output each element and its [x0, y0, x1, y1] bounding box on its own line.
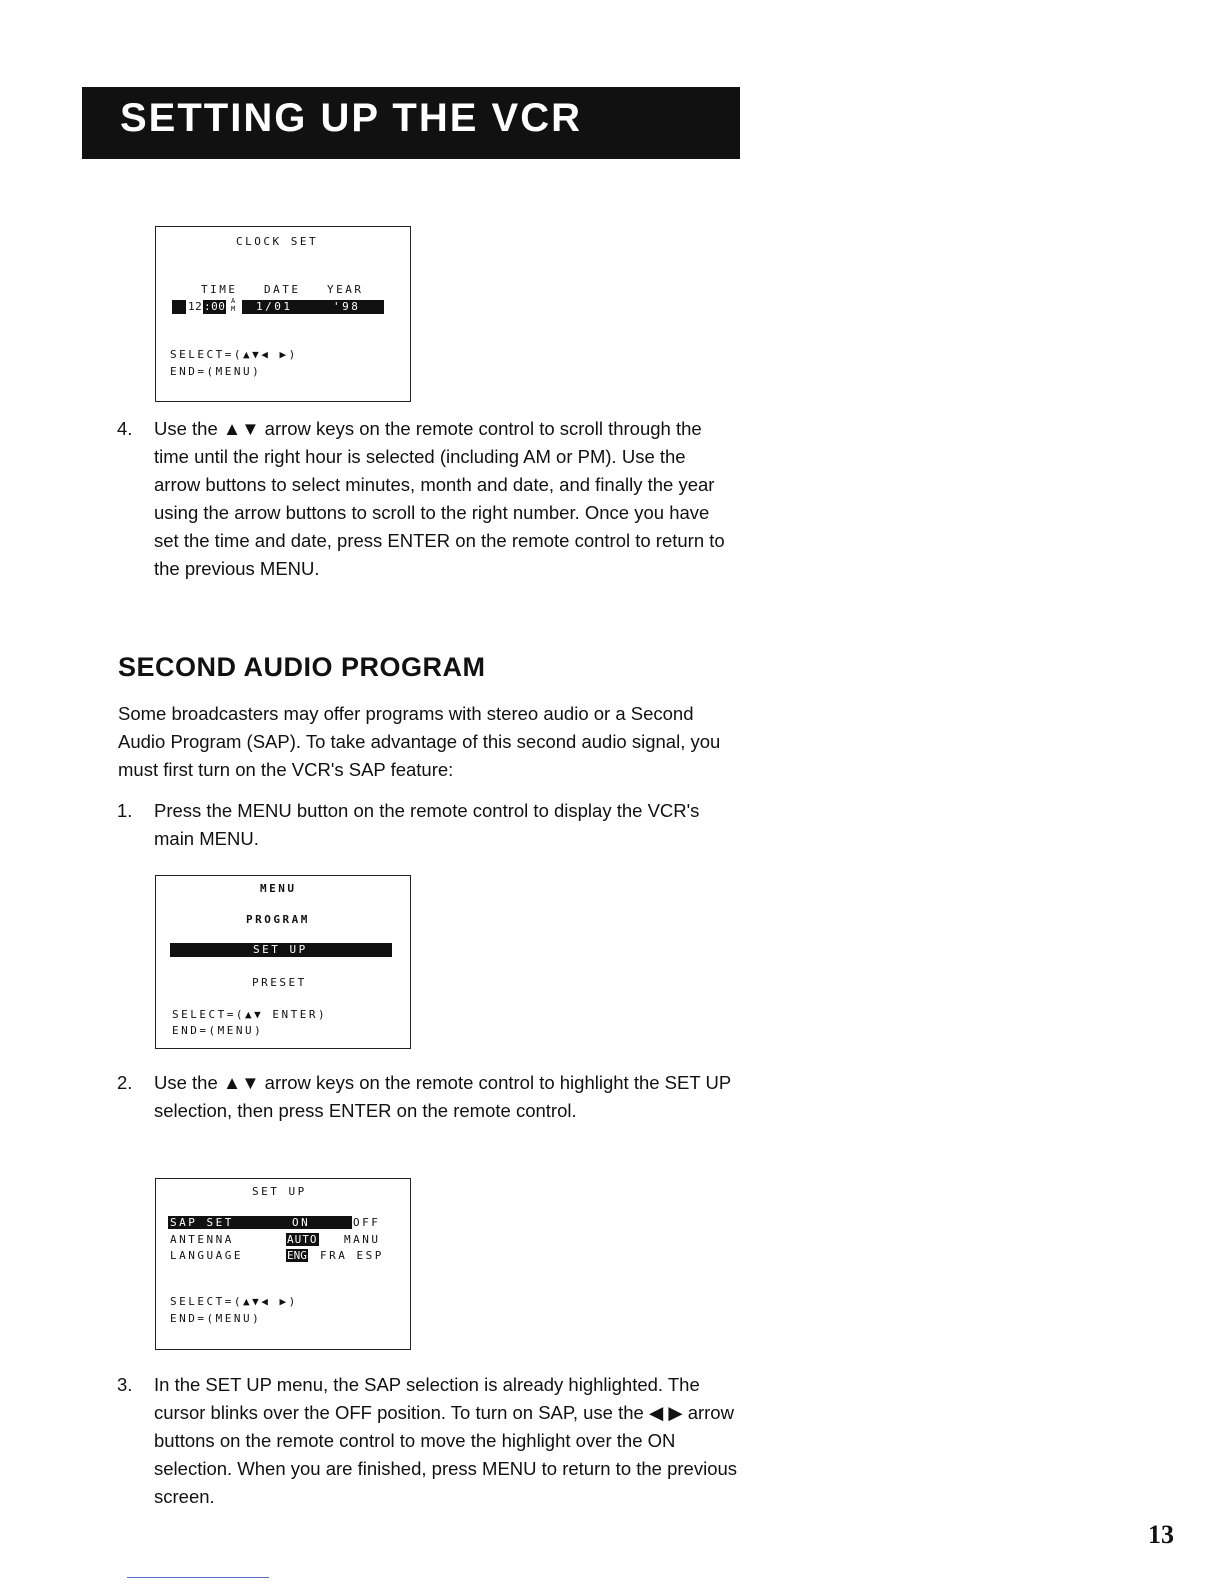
- osd-select-hint: SELECT=(▲▼ ENTER): [172, 1008, 328, 1021]
- osd-end-hint: END=(MENU): [170, 365, 262, 378]
- col-time-label: TIME: [201, 283, 238, 296]
- antenna-label: ANTENNA: [170, 1233, 234, 1246]
- sap-off-option[interactable]: OFF: [353, 1216, 381, 1229]
- page-title: SETTING UP THE VCR: [120, 96, 582, 140]
- step-number: 2.: [117, 1072, 133, 1093]
- setup-menu-screen: [155, 1178, 411, 1350]
- osd-title: MENU: [260, 882, 297, 895]
- ampm-value: A M: [231, 297, 236, 313]
- step-number: 3.: [117, 1374, 133, 1395]
- step-number: 4.: [117, 418, 133, 439]
- sap-on-option[interactable]: ON: [292, 1216, 311, 1229]
- osd-select-hint: SELECT=(▲▼◀ ▶): [170, 1295, 298, 1308]
- osd-end-hint: END=(MENU): [170, 1312, 262, 1325]
- section-heading: SECOND AUDIO PROGRAM: [118, 652, 486, 682]
- date-value: 1/01: [256, 300, 293, 313]
- language-other-options[interactable]: FRA ESP: [320, 1249, 384, 1262]
- antenna-manu-option[interactable]: MANU: [344, 1233, 381, 1246]
- page-number: 13: [1148, 1520, 1174, 1549]
- osd-title: SET UP: [252, 1185, 307, 1198]
- hour-value: 12: [188, 300, 203, 313]
- language-label: LANGUAGE: [170, 1249, 243, 1262]
- footer-rule: [127, 1577, 269, 1578]
- main-menu-screen: [155, 875, 411, 1049]
- minutes-value: :00: [204, 300, 226, 313]
- osd-end-hint: END=(MENU): [172, 1024, 264, 1037]
- step-text: Press the MENU button on the remote control to display the VCR's main MENU.: [154, 800, 700, 849]
- osd-select-hint: SELECT=(▲▼◀ ▶): [170, 348, 298, 361]
- step-text: Use the ▲▼ arrow keys on the remote control to highlight the SET UP selection, then press ENTER on the remote control.: [154, 1072, 731, 1121]
- col-date-label: DATE: [264, 283, 301, 296]
- col-year-label: YEAR: [327, 283, 364, 296]
- clock-set-screen: [155, 226, 411, 402]
- menu-item-preset: PRESET: [252, 976, 307, 989]
- section-intro: Some broadcasters may offer programs with stereo audio or a Second Audio Program (SAP). To take advantage of this second audio signal, you must first turn on the VCR's SAP feature:: [118, 703, 721, 780]
- step-text: In the SET UP menu, the SAP selection is already highlighted. The cursor blinks over the OFF position. To turn on SAP, use the ◀ ▶ arrow buttons on the remote control to move the highlight over the ON selection. When you are finished, press MENU to return to the previous screen.: [154, 1374, 738, 1507]
- menu-item-program: PROGRAM: [246, 913, 310, 926]
- cursor-block: [172, 300, 186, 314]
- antenna-auto-option[interactable]: AUTO: [287, 1233, 318, 1246]
- step-number: 1.: [117, 800, 133, 821]
- osd-title: CLOCK SET: [236, 235, 319, 248]
- sap-set-label: SAP SET: [170, 1216, 234, 1229]
- year-value: '98: [333, 300, 361, 313]
- language-eng-option[interactable]: ENG: [287, 1249, 307, 1262]
- menu-item-setup[interactable]: SET UP: [253, 943, 308, 956]
- step-text: Use the ▲▼ arrow keys on the remote control to scroll through the time until the right hour is selected (including AM or PM). Use the arrow buttons to select minutes, month and date, and finally the year using the arrow buttons to scroll to the right number. Once you have set the time and date, press ENTER on the remote control to return to the previous MENU.: [154, 418, 725, 579]
